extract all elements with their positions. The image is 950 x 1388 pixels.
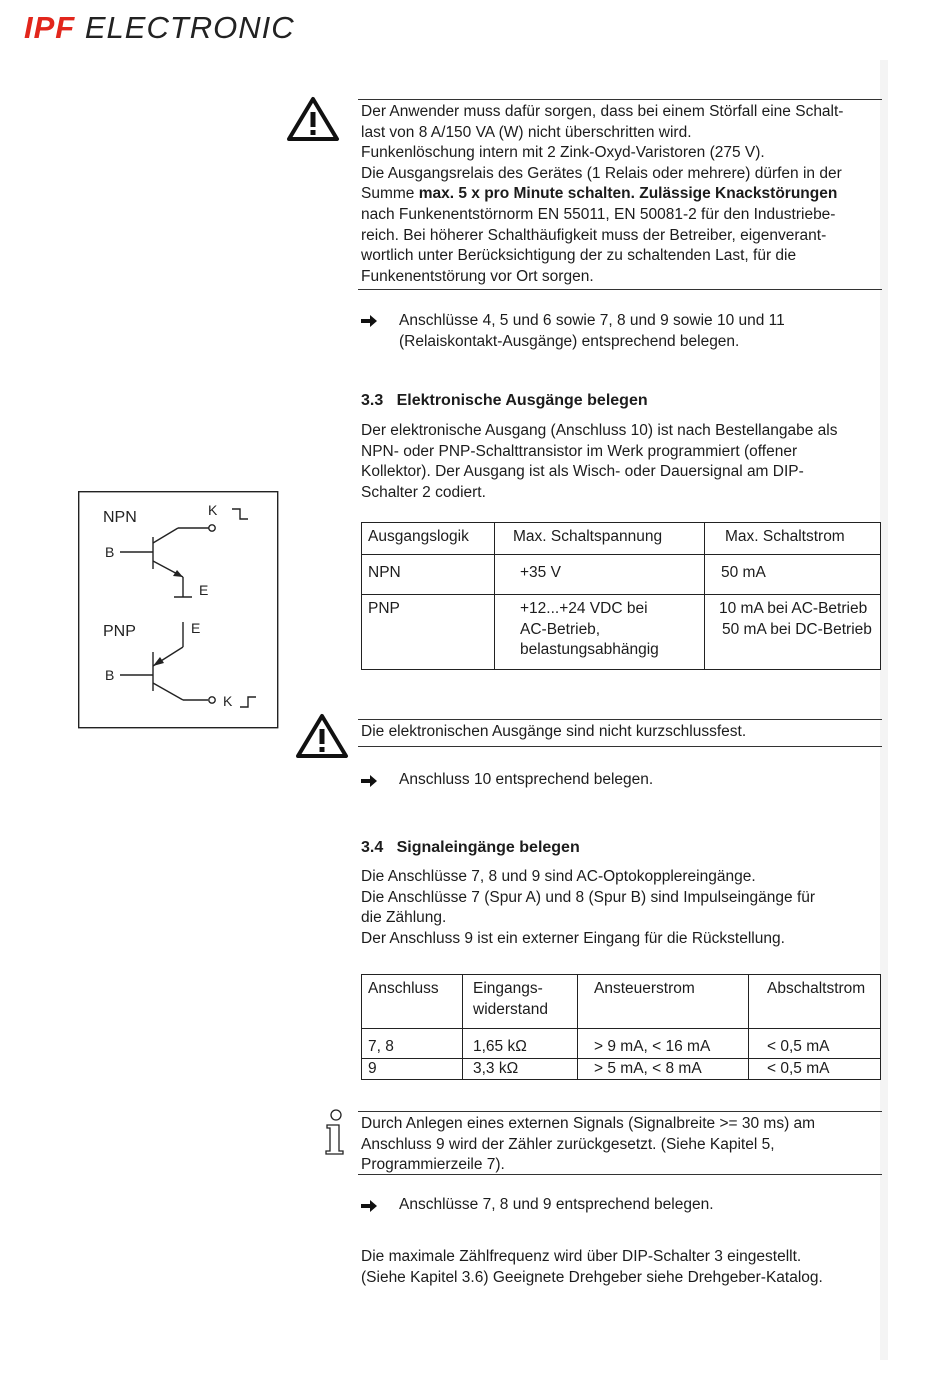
table-cell: PNP — [362, 595, 495, 670]
table-cell: < 0,5 mA — [749, 1058, 881, 1080]
text-line: nach Funkenentstörnorm EN 55011, EN 50081-2 für den Industriebe- — [361, 205, 836, 223]
logo-bold: IPF — [24, 10, 76, 45]
text-line: Die Anschlüsse 7, 8 und 9 sind AC-Optokopplereingänge. — [361, 868, 756, 885]
text-line: Der Anwender muss dafür sorgen, dass bei einem Störfall eine Schalt- — [361, 103, 844, 120]
text-line: Kollektor). Der Ausgang ist als Wisch- oder Dauersignal am DIP- — [361, 463, 804, 481]
step1-text — [399, 311, 879, 352]
table-row — [362, 595, 881, 670]
warning-icon — [286, 96, 340, 142]
arrow-right-icon — [361, 1200, 378, 1212]
header-cell: Max. Schaltstrom — [705, 523, 881, 555]
info-text — [361, 1114, 886, 1176]
pnp-b-label: B — [105, 667, 115, 683]
table-cell: 1,65 kΩ — [463, 1029, 578, 1059]
section34-text — [361, 867, 886, 949]
text-line: Funkenlöschung intern mit 2 Zink-Oxyd-Varistoren (275 V). — [361, 144, 765, 162]
table-cell: 3,3 kΩ — [463, 1058, 578, 1080]
table-header-row — [362, 975, 881, 1029]
table-cell: < 0,5 mA — [749, 1029, 881, 1059]
text-line: Funkenentstörung vor Ort sorgen. — [361, 267, 594, 285]
cell-line: 10 mA bei AC-Betrieb — [719, 600, 868, 617]
text-line: Die maximale Zählfrequenz wird über DIP-Schalter 3 eingestellt. — [361, 1248, 802, 1265]
table-cell: +35 V — [495, 555, 705, 595]
text-line: NPN- oder PNP-Schalttransistor im Werk programmiert (offener — [361, 442, 798, 460]
text-line: die Zählung. — [361, 909, 447, 927]
company-logo — [24, 10, 295, 46]
section-heading-3-3: 3.3 Elektronische Ausgänge belegen — [361, 392, 648, 409]
cell-line: AC-Betrieb, — [520, 620, 601, 638]
text-line: reich. Bei höherer Schalthäufigkeit muss der Betreiber, eigenverant- — [361, 226, 827, 244]
table-header-row — [362, 523, 881, 555]
table-cell: 9 — [362, 1058, 463, 1080]
header-cell: Abschaltstrom — [749, 975, 881, 1029]
text-line: (Relaiskontakt-Ausgänge) entsprechend belegen. — [399, 332, 740, 350]
header-cell — [463, 975, 578, 1029]
output-table — [361, 522, 881, 670]
cell-line: 50 mA bei DC-Betrieb — [722, 620, 872, 638]
rule-bottom-info — [358, 1174, 882, 1175]
table-cell: NPN — [362, 555, 495, 595]
header-cell: Ausgangslogik — [362, 523, 495, 555]
section33-text — [361, 421, 886, 503]
text-line — [361, 184, 886, 205]
step2-text: Anschluss 10 entsprechend belegen. — [399, 771, 654, 788]
text-line: Schalter 2 codiert. — [361, 483, 486, 501]
table-cell: > 5 mA, < 8 mA — [578, 1058, 749, 1080]
logo-rest: ELECTRONIC — [84, 10, 295, 45]
pnp-e-label: E — [191, 620, 201, 636]
info-icon — [324, 1108, 348, 1156]
rule-bottom-warning2 — [358, 746, 882, 747]
closing-text — [361, 1247, 886, 1288]
step3-text: Anschlüsse 7, 8 und 9 entsprechend belegen. — [399, 1196, 714, 1213]
text-normal: Summe — [361, 185, 419, 203]
rule-top-warning1 — [358, 99, 882, 100]
warning2-text: Die elektronischen Ausgänge sind nicht kurzschlussfest. — [361, 723, 747, 740]
warning-icon — [295, 713, 349, 759]
warning1-text — [361, 102, 886, 287]
cell-line: +12...+24 VDC bei — [520, 600, 648, 617]
text-line: Anschlüsse 4, 5 und 6 sowie 7, 8 und 9 sowie 10 und 11 — [399, 312, 785, 329]
text-line: last von 8 A/150 VA (W) nicht überschritten wird. — [361, 123, 692, 141]
cell-line: widerstand — [473, 1000, 548, 1018]
header-cell: Ansteuerstrom — [578, 975, 749, 1029]
text-line: Programmierzeile 7). — [361, 1156, 505, 1174]
table-cell: > 9 mA, < 16 mA — [578, 1029, 749, 1059]
transistor-diagram — [78, 491, 279, 729]
text-line: Anschluss 9 wird der Zähler zurückgesetzt. (Siehe Kapitel 5, — [361, 1135, 775, 1153]
header-cell: Max. Schaltspannung — [495, 523, 705, 555]
table-row — [362, 1029, 881, 1059]
text-line: Der elektronische Ausgang (Anschluss 10) ist nach Bestellangabe als — [361, 422, 838, 439]
table-row — [362, 555, 881, 595]
arrow-right-icon — [361, 775, 378, 787]
pnp-k-label: K — [223, 693, 233, 709]
input-table — [361, 974, 881, 1080]
table-cell — [495, 595, 705, 670]
npn-e-label: E — [199, 582, 209, 598]
table-cell: 50 mA — [705, 555, 881, 595]
rule-top-warning2 — [358, 719, 882, 720]
cell-line: Eingangs- — [473, 980, 543, 997]
cell-line: belastungsabhängig — [520, 641, 659, 659]
text-line: Die Anschlüsse 7 (Spur A) und 8 (Spur B) sind Impulseingänge für — [361, 888, 816, 906]
table-row — [362, 1058, 881, 1080]
section-heading-3-4: 3.4 Signaleingänge belegen — [361, 839, 580, 856]
text-line: Durch Anlegen eines externen Signals (Signalbreite >= 30 ms) am — [361, 1115, 816, 1132]
text-line: Der Anschluss 9 ist ein externer Eingang für die Rückstellung. — [361, 929, 785, 947]
table-cell — [705, 595, 881, 670]
text-line: (Siehe Kapitel 3.6) Geeignete Drehgeber siehe Drehgeber-Katalog. — [361, 1268, 823, 1286]
npn-k-label: K — [208, 502, 218, 518]
text-bold: max. 5 x pro Minute schalten. Zulässige Knackstörungen — [418, 185, 838, 203]
header-cell: Anschluss — [362, 975, 463, 1029]
rule-top-info — [358, 1111, 882, 1112]
text-line: Die Ausgangsrelais des Gerätes (1 Relais oder mehrere) dürfen in der — [361, 164, 842, 182]
npn-label: NPN — [103, 509, 137, 526]
rule-bottom-warning1 — [358, 289, 882, 290]
npn-b-label: B — [105, 544, 115, 560]
table-cell: 7, 8 — [362, 1029, 463, 1059]
text-line: wortlich unter Berücksichtigung der zu schaltenden Last, für die — [361, 247, 797, 265]
arrow-right-icon — [361, 315, 378, 327]
pnp-label: PNP — [103, 623, 136, 640]
